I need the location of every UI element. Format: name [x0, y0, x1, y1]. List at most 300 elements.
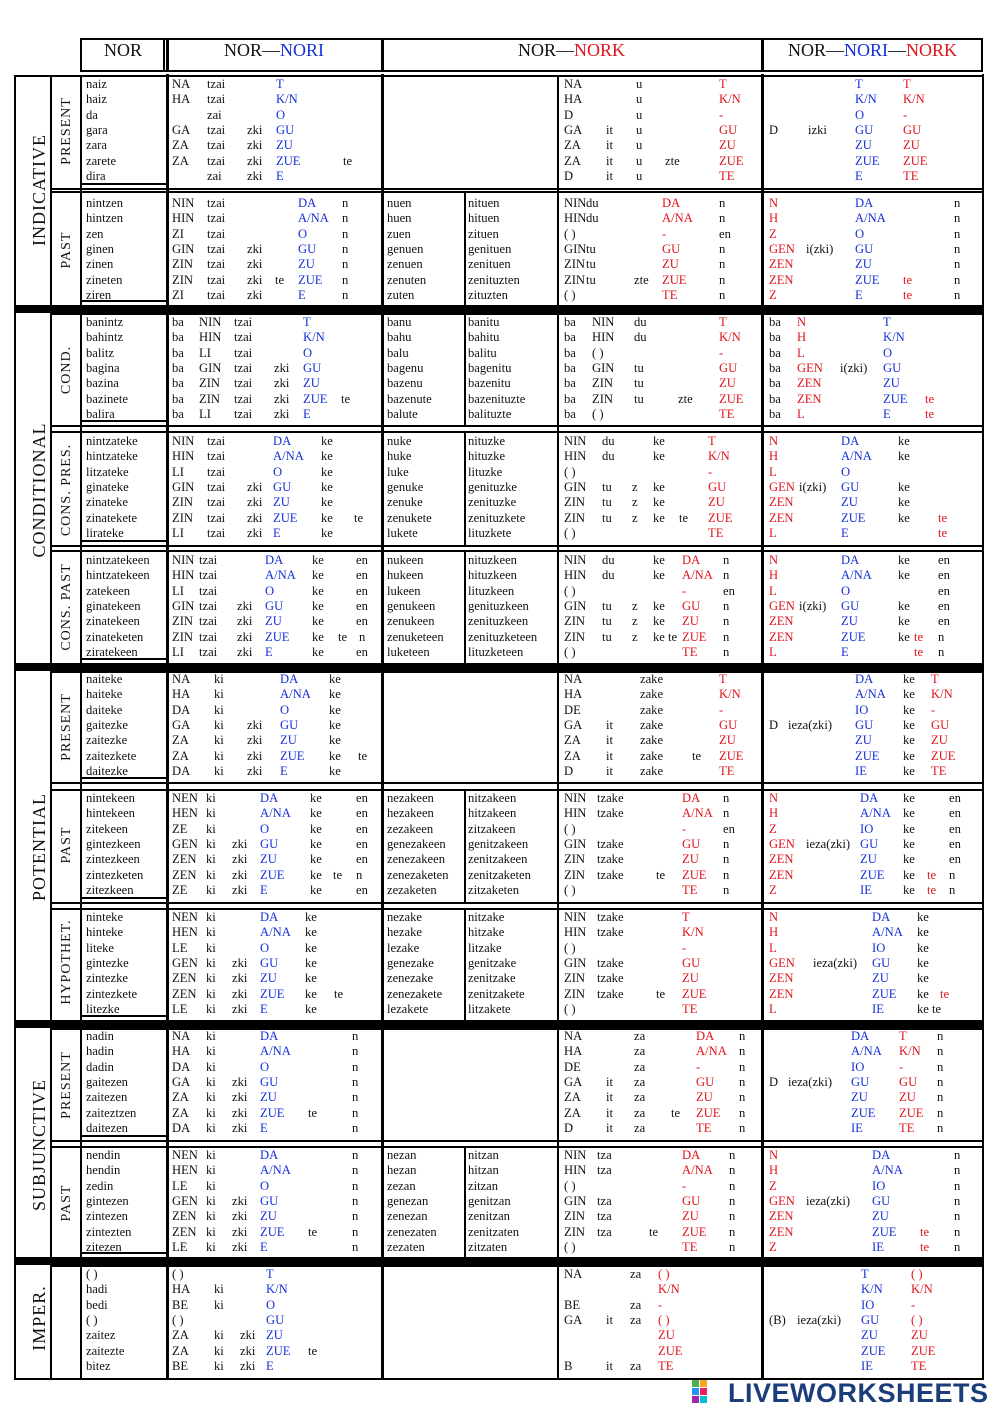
nn-segment: n [352, 1148, 359, 1162]
nk-segment: zezakeen [387, 821, 434, 836]
nnk-segment: ke te [917, 1001, 942, 1016]
nn-segment: GA [172, 122, 191, 137]
nn-segment: te [338, 629, 348, 644]
nkr-segment: HA [564, 92, 583, 107]
nn-segment: LE [172, 1178, 188, 1193]
nn-segment: ba [172, 406, 184, 421]
rule [163, 38, 165, 72]
nkr-segment: zake [640, 672, 664, 686]
rule [80, 76, 82, 1378]
nnk-segment: IO [851, 1059, 865, 1074]
nn-segment: ZU [276, 138, 293, 153]
nk2-segment: litzakete [468, 1001, 511, 1016]
nn-segment: tzai [207, 434, 226, 448]
nor-form: gaitezke [86, 717, 128, 732]
nkr-segment: n [723, 882, 730, 897]
nkr-segment: A/NA [696, 1044, 727, 1059]
nnk-segment: GU [855, 717, 874, 732]
nkr-segment: - [719, 345, 724, 360]
nkr-segment: ke [653, 614, 665, 629]
nkr-segment: - [719, 702, 724, 717]
nkr-segment: D [564, 763, 574, 778]
nkr-segment: TE [662, 287, 678, 302]
nkr-segment: za [630, 1297, 642, 1312]
nn-segment: ke [312, 583, 324, 598]
nk2-segment: zenitzan [468, 1209, 510, 1224]
nn-segment: ke [305, 910, 317, 924]
nn-segment: en [356, 806, 368, 821]
nkr-segment: NA [564, 1267, 583, 1281]
nkr-segment: ( ) [658, 1267, 670, 1281]
nn-segment: HA [172, 687, 191, 702]
nnk-segment: n [937, 1044, 944, 1059]
nn-segment: DA [172, 702, 191, 717]
nkr-segment: - [682, 821, 687, 836]
nkr-segment: te [679, 510, 689, 525]
nor-form: zen [86, 226, 104, 241]
nnk-segment: ke [903, 748, 915, 763]
nnk-segment: K/N [861, 1282, 883, 1297]
nkr-segment: n [739, 1090, 746, 1105]
nk-segment: zenezaketen [387, 867, 449, 882]
nkr-segment: - [662, 226, 667, 241]
nkr-segment: DA [662, 196, 681, 210]
nn-segment: zki [240, 1343, 256, 1358]
nk-segment: zenukete [387, 510, 432, 525]
nnk-segment: ke [917, 955, 929, 970]
nkr-segment: K/N [719, 92, 741, 107]
nkr-segment: TE [719, 763, 735, 778]
nn-segment: GU [303, 360, 322, 375]
nn-segment: ke [312, 614, 324, 629]
nnk-segment: te [903, 272, 913, 287]
nk-segment: zenezake [387, 971, 434, 986]
nor-form: ziratekeen [86, 644, 138, 659]
nkr-segment: zte [634, 272, 649, 287]
nk-segment: nukeen [387, 553, 424, 567]
nn-segment: ke [305, 1001, 317, 1016]
nkr-segment: zake [640, 702, 664, 717]
nkr-segment: ke [653, 598, 665, 613]
liveworksheets-logo-icon [692, 1378, 722, 1408]
nnk-segment: GU [861, 1312, 880, 1327]
nkr-segment: TE [708, 525, 724, 540]
nn-segment: HA [172, 92, 191, 107]
nor-form: banintz [86, 315, 124, 329]
nkr-segment: tza [597, 1224, 612, 1239]
nor-form: gaitezen [86, 1074, 128, 1089]
nnk-segment: T [931, 672, 939, 686]
nn-segment: ba [172, 391, 184, 406]
nn-segment: ki [206, 1029, 216, 1043]
nkr-segment: tzake [597, 925, 624, 940]
nn-segment: n [352, 1120, 359, 1135]
nkr-segment: DA [682, 553, 701, 567]
nn-segment: O [260, 940, 270, 955]
nn-segment: zki [247, 257, 263, 272]
nnk-segment: Z [769, 287, 777, 302]
nor-form: hintekeen [86, 806, 135, 821]
nkr-segment: GU [662, 241, 681, 256]
nn-segment: ke [310, 852, 322, 867]
nn-segment: E [265, 644, 273, 659]
nnk-segment: DA [841, 553, 860, 567]
nnk-segment: DA [860, 791, 879, 805]
nnk-segment: L [769, 525, 777, 540]
nkr-segment: B [564, 1358, 573, 1373]
nn-segment: zki [232, 971, 248, 986]
nkr-segment: du [586, 211, 599, 226]
nnk-segment: N [769, 196, 779, 210]
nk2-segment: hitzakeen [468, 806, 517, 821]
nn-segment: te [333, 867, 343, 882]
nkr-segment: du [602, 553, 615, 567]
header-nor-nori [168, 41, 380, 59]
nk-segment: genezake [387, 955, 434, 970]
nkr-segment: tu [602, 510, 612, 525]
nnk-segment: K/N [903, 92, 925, 107]
nn-segment: GU [266, 1312, 285, 1327]
nkr-segment: ( ) [564, 583, 576, 598]
nn-segment: tzai [207, 479, 226, 494]
nn-segment: en [356, 568, 368, 583]
nn-segment: n [342, 211, 349, 226]
nn-segment: ke [310, 791, 322, 805]
sub-label: PAST [59, 826, 74, 864]
nn-segment: E [276, 168, 284, 183]
nkr-segment: ZU [719, 733, 736, 748]
nn-segment: zki [247, 525, 263, 540]
nnk-segment: GU [872, 955, 891, 970]
nk-segment: nuen [387, 196, 412, 210]
nnk-segment: GEN [769, 836, 795, 851]
nn-segment: ZE [172, 882, 188, 897]
nn-segment: zki [237, 614, 253, 629]
nnk-segment: ZEN [769, 257, 794, 272]
nnk-segment: GU [851, 1074, 870, 1089]
nk2-segment: zitzakeen [468, 821, 516, 836]
nn-segment: ki [206, 791, 216, 805]
rule [50, 76, 52, 1378]
nn-segment: te [308, 1224, 318, 1239]
nor-form: hendin [86, 1163, 121, 1178]
nn-segment: ZA [172, 1090, 189, 1105]
nkr-segment: DA [682, 791, 701, 805]
nn-segment: ki [206, 836, 216, 851]
nnk-segment: ke [903, 836, 915, 851]
nnk-segment: ke [898, 568, 910, 583]
nnk-segment: GU [841, 598, 860, 613]
nkr-segment: n [729, 1209, 736, 1224]
rule [14, 75, 51, 77]
nn-segment: ki [206, 867, 216, 882]
nnk-segment: ZU [911, 1328, 928, 1343]
nn-segment: ZU [260, 852, 277, 867]
nnk-segment: ZU [855, 733, 872, 748]
nn-segment: GIN [172, 479, 195, 494]
sub-label: PAST [59, 1184, 74, 1222]
nkr-segment: it [606, 748, 613, 763]
nk-segment: banu [387, 315, 412, 329]
nkr-segment: - [696, 1059, 701, 1074]
nnk-segment: ZUE [872, 986, 897, 1001]
nn-segment: A/NA [260, 925, 291, 940]
nn-segment: ke [321, 449, 333, 464]
nkr-segment: ZUE [708, 510, 733, 525]
nkr-segment: ( ) [564, 882, 576, 897]
rule [381, 74, 384, 1380]
nkr-segment: NIN [564, 196, 587, 210]
nk2-segment: zenituzke [468, 495, 517, 510]
nn-segment: ZE [172, 821, 188, 836]
nnk-segment: ZUE [872, 1224, 897, 1239]
nn-segment: zki [274, 406, 290, 421]
nkr-segment: tza [597, 1148, 612, 1162]
nkr-segment: du [602, 434, 615, 448]
nkr-segment: - [658, 1297, 663, 1312]
nn-segment: ki [206, 910, 216, 924]
rule [464, 789, 466, 902]
group-label: POTENTIAL [29, 793, 49, 901]
nkr-segment: te [656, 867, 666, 882]
nkr-segment: tzake [597, 867, 624, 882]
nn-segment: te [341, 391, 351, 406]
nor-form: zarete [86, 153, 117, 168]
nn-segment: n [352, 1209, 359, 1224]
nkr-segment: ZA [564, 1090, 581, 1105]
nn-segment: E [260, 1001, 268, 1016]
nn-segment: zki [232, 836, 248, 851]
nnk-segment: en [938, 568, 950, 583]
nnk-segment: en [938, 598, 950, 613]
nkr-segment: n [729, 1163, 736, 1178]
nnk-segment: ke [903, 672, 915, 686]
nk2-segment: nituzke [468, 434, 506, 448]
nnk-segment: GU [883, 360, 902, 375]
nor-form: zintezen [86, 1209, 128, 1224]
nnk-segment: ZU [899, 1090, 916, 1105]
nnk-segment: ZU [931, 733, 948, 748]
nk-segment: zenuke [387, 495, 423, 510]
nn-segment: ke [329, 687, 341, 702]
nn-segment: ZIN [172, 495, 193, 510]
nnk-segment: Z [769, 1178, 777, 1193]
nn-segment: ki [206, 1239, 216, 1254]
nkr-segment: tu [634, 360, 644, 375]
nkr-segment: te [692, 748, 702, 763]
nk2-segment: zenitzakete [468, 986, 525, 1001]
nkr-segment: ZIN [564, 629, 585, 644]
nnk-segment: ba [769, 376, 781, 391]
nkr-segment: zake [640, 763, 664, 778]
nn-segment: ki [206, 971, 216, 986]
nkr-segment: ZA [564, 733, 581, 748]
nn-segment: GEN [172, 1193, 198, 1208]
sub-label: PRESENT [59, 693, 74, 761]
nnk-segment: i(zki) [799, 479, 827, 494]
nn-segment: ke [305, 925, 317, 940]
nn-segment: ki [206, 1105, 216, 1120]
nnk-segment: ZUE [851, 1105, 876, 1120]
nnk-segment: te [938, 525, 948, 540]
nor-form: dadin [86, 1059, 114, 1074]
nn-segment: zki [232, 1193, 248, 1208]
nn-segment: tzai [207, 92, 226, 107]
nkr-segment: tu [602, 629, 612, 644]
nkr-segment: NIN [564, 553, 587, 567]
nk-segment: bazenute [387, 391, 432, 406]
nn-segment: ki [206, 1224, 216, 1239]
nkr-segment: ZIN [564, 867, 585, 882]
nn-segment: zki [237, 598, 253, 613]
nk-segment: zuen [387, 226, 411, 241]
nor-form: litezke [86, 1001, 120, 1016]
nnk-segment: ZUE [855, 153, 880, 168]
nn-segment: n [352, 1178, 359, 1193]
nnk-segment: ZUE [911, 1343, 936, 1358]
nn-segment: NIN [199, 315, 222, 329]
nkr-segment: it [606, 717, 613, 732]
nnk-segment: (B) [769, 1312, 786, 1327]
nkr-segment: ba [564, 391, 576, 406]
nkr-segment: ke [653, 495, 665, 510]
nn-segment: zki [247, 122, 263, 137]
nn-segment: n [356, 867, 363, 882]
nor-form: zintezten [86, 1224, 132, 1239]
nn-segment: ki [206, 925, 216, 940]
nn-segment: ba [172, 360, 184, 375]
nn-segment: te [343, 153, 353, 168]
nn-segment: O [266, 1297, 276, 1312]
nn-segment: zki [247, 479, 263, 494]
nkr-segment: z [632, 495, 638, 510]
nor-form: nadin [86, 1029, 114, 1043]
nn-segment: ke [329, 763, 341, 778]
nkr-segment: ( ) [564, 287, 576, 302]
nor-form: gara [86, 122, 108, 137]
nn-segment: ke [312, 598, 324, 613]
rule [464, 550, 466, 663]
nn-segment: ke [329, 717, 341, 732]
nn-segment: zki [232, 1105, 248, 1120]
nkr-segment: zte [678, 391, 693, 406]
nnk-segment: - [899, 1059, 904, 1074]
rule [50, 431, 983, 433]
nnk-segment: GU [931, 717, 950, 732]
nnk-segment: N [769, 791, 779, 805]
nnk-segment: ke [903, 821, 915, 836]
nnk-segment: ba [769, 315, 781, 329]
nkr-segment: tu [602, 598, 612, 613]
nk-segment: nuke [387, 434, 412, 448]
nkr-segment: GU [682, 955, 701, 970]
nnk-segment: n [954, 287, 961, 302]
nk-segment: zuten [387, 287, 415, 302]
nn-segment: tzai [234, 376, 253, 391]
nnk-segment: A/NA [855, 687, 886, 702]
nnk-segment: ba [769, 406, 781, 421]
sub-label: PAST [59, 231, 74, 269]
nnk-segment: en [938, 553, 950, 567]
nkr-segment: u [636, 122, 643, 137]
nkr-segment: tzake [597, 910, 624, 924]
nnk-segment: ZEN [769, 272, 794, 287]
nn-segment: ( ) [172, 1312, 184, 1327]
nkr-segment: za [634, 1105, 646, 1120]
nn-segment: DA [260, 1029, 279, 1043]
nor-form: naiz [86, 77, 107, 91]
nor-form: gintezke [86, 955, 129, 970]
nn-segment: O [280, 702, 290, 717]
nnk-segment: ke [898, 434, 910, 448]
nnk-segment: n [954, 211, 961, 226]
nkr-segment: tza [597, 1209, 612, 1224]
nkr-segment: GU [719, 717, 738, 732]
nnk-segment: n [937, 1090, 944, 1105]
nnk-segment: TE [899, 1120, 915, 1135]
nkr-segment: it [606, 153, 613, 168]
nk2-segment: zenitzaten [468, 1224, 520, 1239]
nkr-segment: it [606, 138, 613, 153]
nn-segment: zki [247, 748, 263, 763]
nn-segment: ki [214, 717, 224, 732]
nor-form: bagina [86, 360, 120, 375]
rule [381, 38, 384, 72]
nn-segment: GU [273, 479, 292, 494]
nnk-segment: ieza(zki) [806, 836, 851, 851]
nn-segment: HEN [172, 925, 198, 940]
nkr-segment: n [723, 852, 730, 867]
nn-segment: ZUE [273, 510, 298, 525]
nk2-segment: genitzake [468, 955, 517, 970]
nkr-segment: ZU [719, 138, 736, 153]
nkr-segment: - [682, 1178, 687, 1193]
nn-segment: en [356, 882, 368, 897]
nnk-segment: ke [903, 791, 915, 805]
nkr-segment: T [719, 315, 727, 329]
nn-segment: O [260, 1178, 270, 1193]
nk2-segment: hituzke [468, 449, 506, 464]
nkr-segment: n [723, 867, 730, 882]
nkr-segment: n [729, 1239, 736, 1254]
nn-segment: zki [240, 1358, 256, 1373]
nnk-segment: TE [911, 1358, 927, 1373]
nkr-segment: ZU [682, 971, 699, 986]
nn-segment: ke [321, 525, 333, 540]
rule [14, 76, 16, 1378]
nkr-segment: u [636, 92, 643, 107]
nn-segment: BE [172, 1297, 189, 1312]
nor-form: ginatekeen [86, 598, 141, 613]
nnk-segment: A/NA [860, 806, 891, 821]
nk-segment: zenukeen [387, 614, 435, 629]
nn-segment: ki [206, 1163, 216, 1178]
nor-form: zaitezke [86, 733, 128, 748]
nkr-segment: tu [602, 614, 612, 629]
rule [50, 1257, 983, 1259]
nnk-segment: N [769, 910, 779, 924]
nn-segment: HIN [172, 449, 195, 464]
nn-segment: zki [274, 376, 290, 391]
nkr-segment: NIN [564, 434, 587, 448]
nnk-segment: H [769, 925, 779, 940]
nkr-segment: tza [597, 1163, 612, 1178]
nn-segment: ki [214, 1343, 224, 1358]
nkr-segment: tu [634, 376, 644, 391]
nn-segment: zki [232, 1120, 248, 1135]
nn-segment: ki [206, 940, 216, 955]
nnk-segment: IE [872, 1001, 884, 1016]
